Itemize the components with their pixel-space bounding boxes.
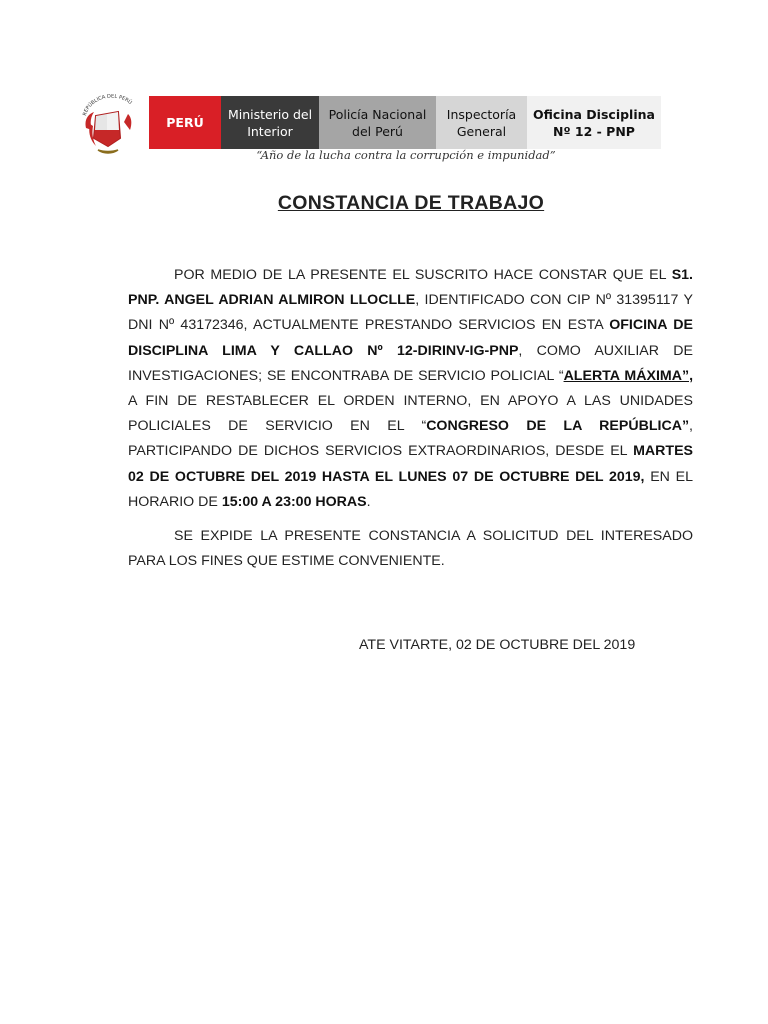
congress-label: CONGRESO DE LA REPÚBLICA” xyxy=(426,418,690,435)
closing-paragraph: SE EXPIDE LA PRESENTE CONSTANCIA A SOLICITUD DEL INTERESADO PARA LOS FINES QUE ESTIME CONVENIENTE. xyxy=(128,528,693,570)
text-intro: POR MEDIO DE LA PRESENTE EL SUSCRITO HACE CONSTAR QUE EL xyxy=(174,267,672,283)
officer-name: S1. PNP. ANGEL ADRIAN ALMIRON LLOCLLE xyxy=(128,267,693,309)
text-purpose: A FIN DE RESTABLECER EL ORDEN INTERNO, EN APOYO A LAS UNIDADES POLICIALES DE SERVICIO EN EL “ xyxy=(128,393,693,435)
banner-policia-nacional: Policía Nacional del Perú xyxy=(319,96,436,149)
document-title: CONSTANCIA DE TRABAJO xyxy=(277,192,545,214)
seal-text: REPÚBLICA DEL PERÚ xyxy=(82,94,133,117)
place-and-date: ATE VITARTE, 02 DE OCTUBRE DEL 2019 xyxy=(359,637,636,653)
institutional-banner xyxy=(149,96,661,149)
banner-ministerio: Ministerio del Interior xyxy=(221,96,319,149)
text-schedule: EN EL HORARIO DE xyxy=(128,468,693,510)
banner-peru: PERÚ xyxy=(149,96,221,149)
document-body xyxy=(128,263,693,583)
service-hours: 15:00 A 23:00 HORAS xyxy=(221,493,367,510)
main-paragraph xyxy=(128,263,693,515)
banner-oficina-disciplina: Oficina Disciplina Nº 12 - PNP xyxy=(527,96,661,149)
year-motto: “Año de la lucha contra la corrupción e impunidad” xyxy=(256,148,556,162)
text-period: , PARTICIPANDO DE DICHOS SERVICIOS EXTRAORDINARIOS, DESDE EL xyxy=(128,418,693,460)
peru-coat-of-arms-icon xyxy=(78,94,142,160)
text-role: , COMO AUXILIAR DE INVESTIGACIONES; SE ENCONTRABA DE SERVICIO POLICIAL “ xyxy=(128,342,693,384)
service-dates: MARTES 02 DE OCTUBRE DEL 2019 HASTA EL LUNES 07 DE OCTUBRE DEL 2019, xyxy=(128,443,693,485)
alert-label: ALERTA MÁXIMA”, xyxy=(563,367,694,384)
office-name: OFICINA DE DISCIPLINA LIMA Y CALLAO Nº 12-DIRINV-IG-PNP xyxy=(128,317,693,359)
text-end: . xyxy=(366,493,371,510)
banner-inspectoria: Inspectoría General xyxy=(436,96,527,149)
text-id: , IDENTIFICADO CON CIP Nº 31395117 Y DNI Nº 43172346, ACTUALMENTE PRESTANDO SERVICIOS EN ESTA xyxy=(128,292,693,334)
